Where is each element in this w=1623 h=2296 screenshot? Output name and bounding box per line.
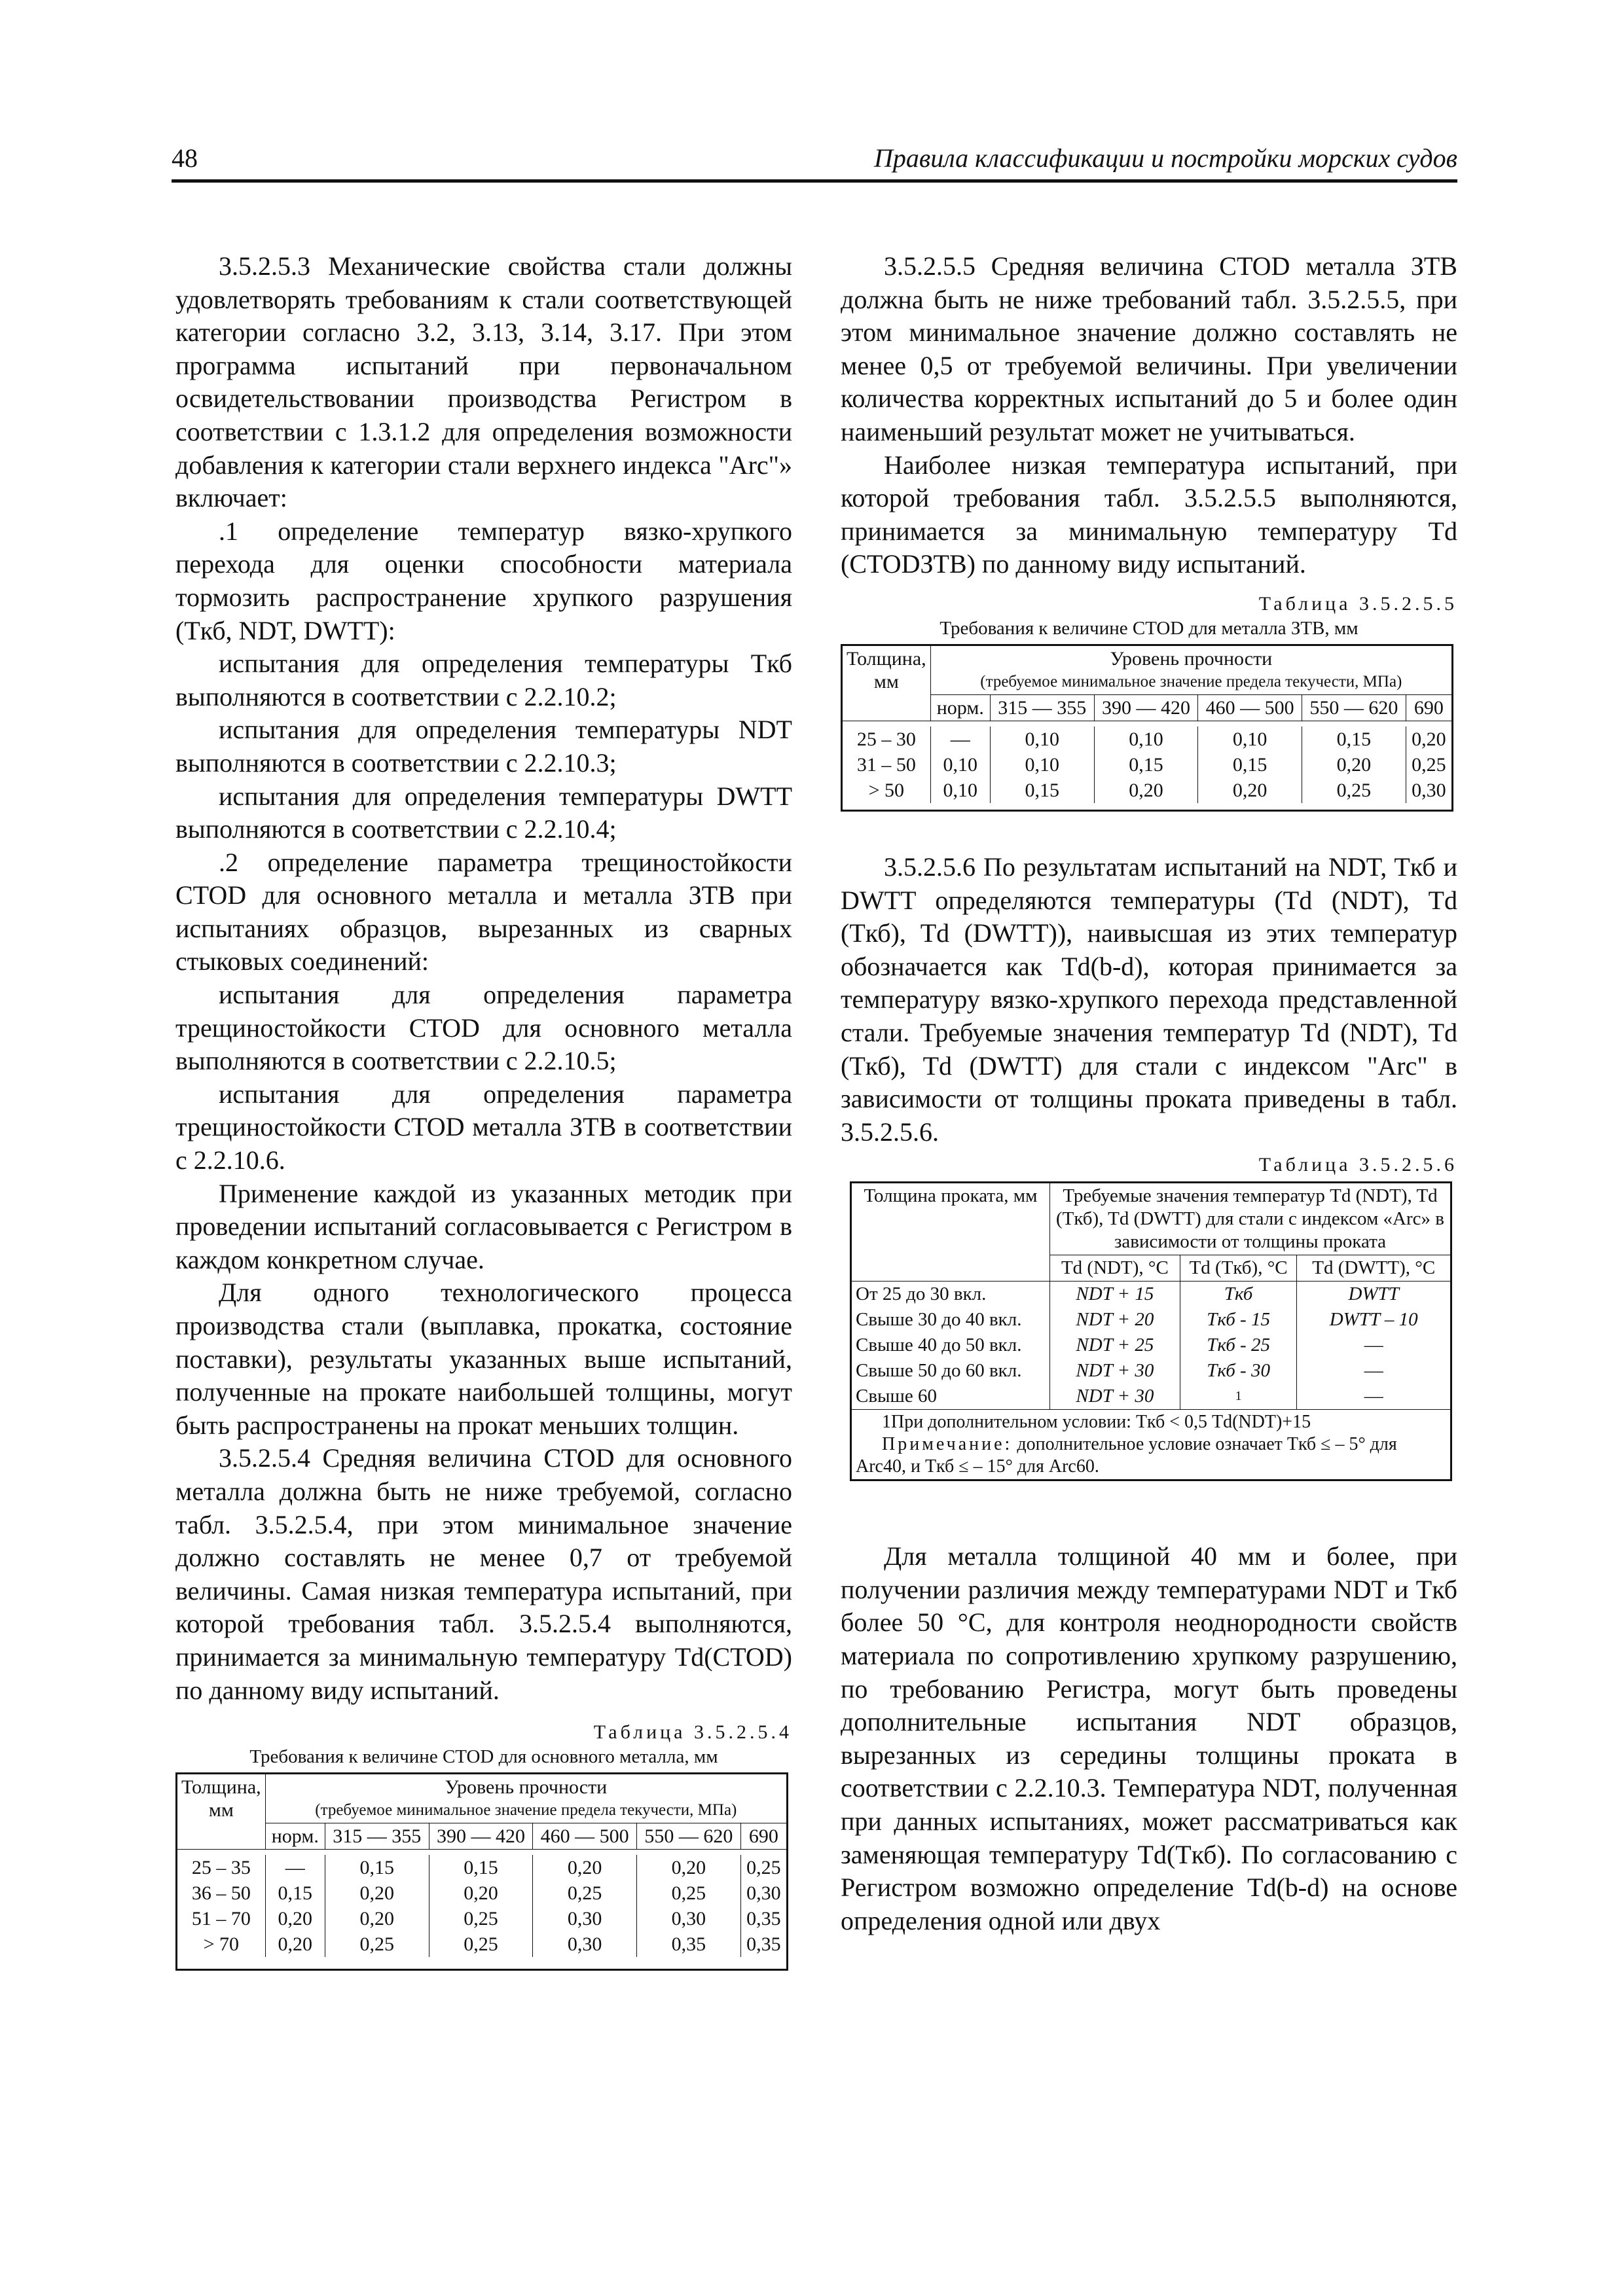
paragraph: 3.5.2.5.4 Средняя величина CTOD для основного металла должна быть не ниже требуемой, согласно табл. 3.5.2.5.4, при этом минимальное значение должно составлять не менее 0,7 от требуемой величины. Самая низкая температура испытаний, при которой требования табл. 3.5.2.5.4 выполняются, принимается за минимальную температуру Td(CTOD) по данному виду испытаний. [175,1443,792,1705]
table-cell: — [265,1855,325,1880]
paragraph: 3.5.2.5.3 Механические свойства стали должны удовлетворять требованиям к стали соответствующей категории согласно 3.2, 3.13, 3.14, 3.17. При этом программа испытаний при первоначальном освидетельствовании производства Регистром в соответствии с 1.3.1.2 для определения возможности добавления к категории стали верхнего индекса "Arc"» включает: [175,251,792,513]
left-column [175,250,792,1971]
table-cell: Tкб [1180,1282,1297,1308]
table-row [177,1931,788,1957]
level-cell: норм. [930,694,990,721]
table-cell: 0,20 [1198,778,1302,803]
table-title: Требования к величине CTOD для металла ЗТВ, мм [939,617,1359,639]
note [856,1433,1446,1478]
table-cell: 0,20 [265,1906,325,1931]
level-cell: 550 — 620 [1302,694,1406,721]
table-cell: NDT + 25 [1050,1333,1180,1358]
level-cell: 390 — 420 [429,1823,533,1850]
level-cell: 460 — 500 [1198,694,1302,721]
subheader-cell: Td (DWTT), °C [1297,1255,1451,1282]
table-cell: 25 – 35 [177,1855,266,1880]
table-cell: 0,15 [990,778,1094,803]
paragraph: испытания для определения параметра трещиностойкости CTOD металла ЗТВ в соответствии с 2.2.10.6. [175,1079,792,1175]
paragraph: Применение каждой из указанных методик при проведении испытаний согласовывается с Регистром в каждом конкретном случае. [175,1178,792,1274]
table-row [177,1906,788,1931]
table-cell: 0,20 [1094,778,1198,803]
table-row [851,1282,1451,1308]
ctod-base-metal-table [175,1772,788,1971]
table-caption: Таблица 3.5.2.5.4 [593,1721,792,1744]
table-row [851,1307,1451,1333]
table-cell: — [930,726,990,752]
table-cell: 0,35 [740,1931,787,1957]
header-cell: Толщина, мм [177,1774,266,1850]
paragraph: .2 определение параметра трещиностойкости CTOD для основного металла и металла ЗТВ при испытаниях образцов, вырезанных из сварных стыковых соединений: [175,847,792,977]
paragraph: .1 определение температур вязко-хрупкого перехода для оценки способности материала тормозить распространение хрупкого разрушения (Tкб, NDT, DWTT): [175,516,792,645]
paragraph: Для одного технологического процесса производства стали (выплавка, прокатка, состояние поставки), результаты указанных выше испытаний, полученные на прокате наибольшей толщины, могут быть распространены на прокат меньших толщин. [175,1278,792,1440]
table-cell: 0,20 [325,1880,429,1906]
table-cell: 1 [1180,1384,1297,1410]
table-row [177,1855,788,1880]
table-title: Требования к величине CTOD для основного металла, мм [249,1746,718,1768]
table-cell: NDT + 30 [1050,1358,1180,1384]
table-cell: Свыше 30 до 40 вкл. [851,1307,1050,1333]
ctod-haz-table [841,644,1453,812]
paragraph: испытания для определения температуры Tкб выполняются в соответствии с 2.2.10.2; [175,649,792,711]
group-sublabel: (требуемое минимальное значение предела текучести, МПа) [980,672,1402,691]
table-row [851,1333,1451,1358]
table-cell: — [1297,1384,1451,1410]
table-row [177,1880,788,1906]
table-cell: NDT + 30 [1050,1384,1180,1410]
table-cell: 0,15 [1094,752,1198,778]
table-cell: NDT + 20 [1050,1307,1180,1333]
group-sublabel: (требуемое минимальное значение предела текучести, МПа) [315,1801,737,1820]
table-cell: 0,20 [325,1906,429,1931]
table-cell: 0,25 [740,1855,787,1880]
paragraph: испытания для определения параметра трещиностойкости CTOD для основного металла выполняются в соответствии с 2.2.10.5; [175,980,792,1076]
level-cell: 550 — 620 [636,1823,740,1850]
level-cell: 315 — 355 [990,694,1094,721]
table-cell: DWTT [1297,1282,1451,1308]
paragraph: 3.5.2.5.6 По результатам испытаний на NDT, Tкб и DWTT определяются температуры (Td (NDT), Td (Tкб), Td (DWTT)), наивысшая из этих температур обозначается как Td(b-d), которая принимается за температуру вязко-хрупкого перехода представленной стали. Требуемые значения температур Td (NDT), Td (Tкб), Td (DWTT) для стали с индексом "Arc" в зависимости от толщины проката приведены в табл. 3.5.2.5.6. [841,852,1457,1147]
table-cell: 0,20 [1406,726,1452,752]
header-cell: Толщина, мм [842,645,931,721]
table-cell: — [1297,1333,1451,1358]
transition-temperature-table [850,1181,1452,1481]
running-title: Правила классификации и постройки морских судов [873,143,1457,173]
table-cell: 0,15 [429,1855,533,1880]
table-cell: 51 – 70 [177,1906,266,1931]
note-label: Примечание: [882,1434,1013,1455]
table-cell: 0,20 [533,1855,637,1880]
table-cell: 0,25 [1406,752,1452,778]
level-cell: 315 — 355 [325,1823,429,1850]
table-cell: 0,15 [1198,752,1302,778]
table-cell: 0,30 [533,1931,637,1957]
level-cell: 690 [740,1823,787,1850]
table-cell: 0,20 [636,1855,740,1880]
table-row [842,752,1453,778]
paragraph: Для металла толщиной 40 мм и более, при получении различия между температурами NDT и Tкб более 50 °С, для контроля неоднородности свойств материала по сопротивлению хрупкому разрушению, по требованию Регистра, могут быть проведены дополнительные испытания NDT образцов, вырезанных из середины толщины проката в соответствии с 2.2.10.3. Температура NDT, полученная при данных испытаниях, может рассматриваться как заменяющая температуру Td(Tкб). По согласованию с Регистром возможно определение Td(b-d) на основе определения одной или двух [841,1541,1457,1935]
level-cell: 690 [1406,694,1452,721]
table-cell: 0,15 [325,1855,429,1880]
group-label: Уровень прочности [445,1776,608,1799]
paragraph: испытания для определения температуры NDT выполняются в соответствии с 2.2.10.3; [175,715,792,778]
table-cell: 0,10 [990,752,1094,778]
header-cell: Требуемые значения температур Td (NDT), Td (Tкб), Td (DWTT) для стали с индексом «Arc» в зависимости от толщины проката [1050,1183,1451,1255]
table-cell: 0,10 [1198,726,1302,752]
table-cell: 0,25 [429,1931,533,1957]
table-cell: 0,35 [636,1931,740,1957]
table-row [842,726,1453,752]
table-cell: 0,20 [1302,752,1406,778]
table-cell: Свыше 40 до 50 вкл. [851,1333,1050,1358]
table-cell: 0,10 [930,752,990,778]
table-cell: 0,30 [1406,778,1452,803]
table-cell: 0,25 [533,1880,637,1906]
table-cell: 0,10 [1094,726,1198,752]
table-cell: Свыше 60 [851,1384,1050,1410]
subheader-cell: Td (Tкб), °C [1180,1255,1297,1282]
table-cell: Tкб - 25 [1180,1333,1297,1358]
table-cell: 0,30 [533,1906,637,1931]
paragraph: 3.5.2.5.5 Средняя величина CTOD металла ЗТВ должна быть не ниже требований табл. 3.5.2.5.5, при этом минимальное значение должно составлять не менее 0,5 от требуемой величины. При увеличении количества корректных испытаний до 5 и более один наименьший результат может не учитываться. [841,251,1457,446]
table-cell: Tкб - 15 [1180,1307,1297,1333]
table-row [851,1358,1451,1384]
table-cell: 0,20 [265,1931,325,1957]
table-cell: Tкб - 30 [1180,1358,1297,1384]
table-cell: 0,25 [1302,778,1406,803]
table-caption: Таблица 3.5.2.5.5 [1258,592,1457,615]
table-cell: NDT + 15 [1050,1282,1180,1308]
paragraph: испытания для определения температуры DWTT выполняются в соответствии с 2.2.10.4; [175,781,792,844]
table-row [851,1384,1451,1410]
level-cell: 460 — 500 [533,1823,637,1850]
subheader-cell: Td (NDT), °C [1050,1255,1180,1282]
header-cell [930,645,1452,694]
table-cell: От 25 до 30 вкл. [851,1282,1050,1308]
header-cell [265,1774,787,1823]
table-cell: 0,35 [740,1906,787,1931]
table-row [842,778,1453,803]
table-cell: 0,25 [429,1906,533,1931]
header-cell: Толщина проката, мм [851,1183,1050,1282]
right-column [841,250,1457,1937]
table-cell: DWTT – 10 [1297,1307,1451,1333]
table-cell: 25 – 30 [842,726,931,752]
table-cell: 0,30 [636,1906,740,1931]
table-cell: 36 – 50 [177,1880,266,1906]
page-number: 48 [172,143,198,173]
table-cell: > 70 [177,1931,266,1957]
footnote: 1При дополнительном условии: Tкб < 0,5 Td(NDT)+15 [882,1412,1311,1433]
table-cell: 31 – 50 [842,752,931,778]
table-caption: Таблица 3.5.2.5.6 [1258,1154,1457,1176]
level-cell: норм. [265,1823,325,1850]
table-cell: 0,25 [325,1931,429,1957]
table-cell: 0,10 [930,778,990,803]
table-cell: 0,25 [636,1880,740,1906]
table-cell: 0,30 [740,1880,787,1906]
page-header [172,143,1457,183]
table-cell: Свыше 50 до 60 вкл. [851,1358,1050,1384]
note-text: дополнительное условие означает Tкб ≤ – 5° для Arc40, и Tкб ≤ – 15° для Arc60. [856,1434,1397,1477]
table-cell: — [1297,1358,1451,1384]
table-cell: 0,15 [265,1880,325,1906]
table-cell: > 50 [842,778,931,803]
table-cell: 0,15 [1302,726,1406,752]
paragraph: Наиболее низкая температура испытаний, при которой требования табл. 3.5.2.5.5 выполняются, принимается за минимальную температуру Td (CTODЗТВ) по данному виду испытаний. [841,450,1457,579]
level-cell: 390 — 420 [1094,694,1198,721]
table-note [851,1410,1451,1480]
table-cell: 0,10 [990,726,1094,752]
group-label: Уровень прочности [1110,647,1273,670]
table-cell: 0,20 [429,1880,533,1906]
